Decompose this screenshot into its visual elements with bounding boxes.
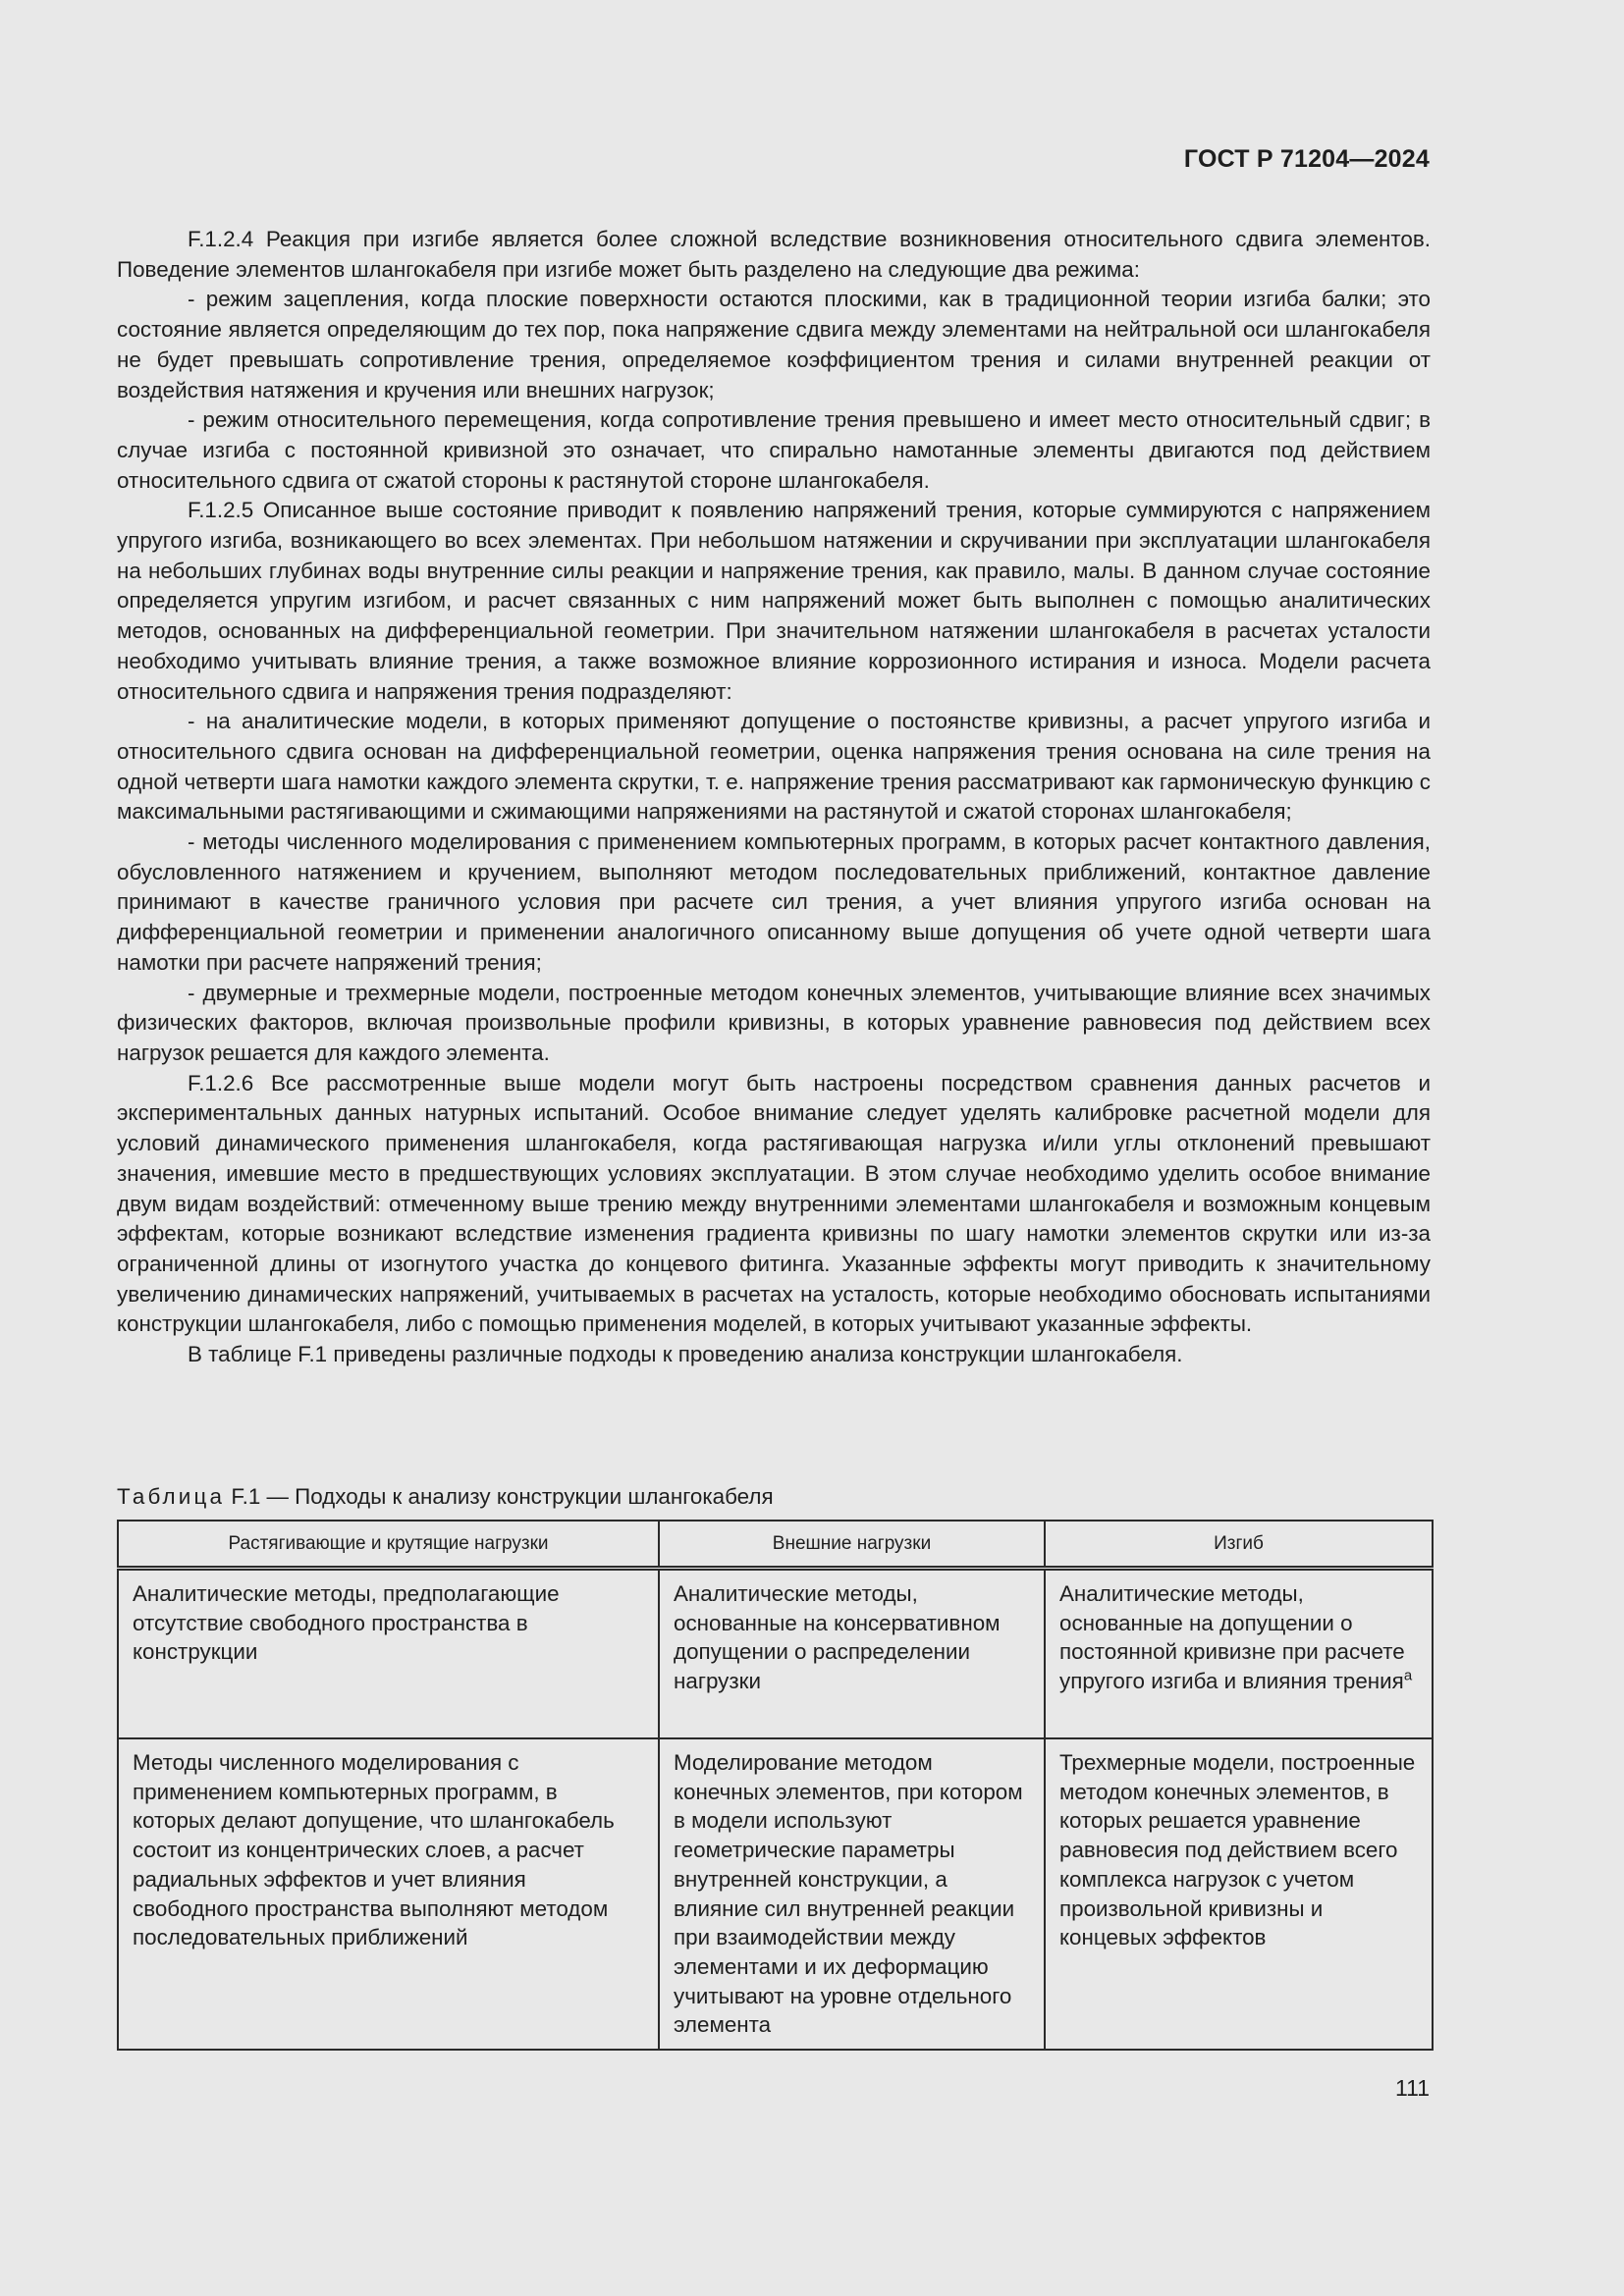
column-header-bending: Изгиб — [1045, 1521, 1433, 1569]
list-item: - режим зацепления, когда плоские поверхности остаются плоскими, как в традиционной теории изгиба балки; это состояние является определяющим до тех пор, пока напряжение сдвига между элементами на нейтральной оси шлангокабеля не будет превышать сопротивление трения, определяемое коэффициентом трения и силами внутренней реакции от воздействия натяжения и кручения или внешних нагрузок; — [117, 287, 1431, 402]
list-item: - режим относительного перемещения, когда сопротивление трения превышено и имеет место относительный сдвиг; в случае изгиба с постоянной кривизной это означает, что спирально намотанные элементы двигаются под действием относительного сдвига от сжатой стороны к растянутой стороне шлангокабеля. — [117, 407, 1431, 493]
document-standard-id: ГОСТ Р 71204—2024 — [1183, 145, 1430, 173]
table-cell: Аналитические методы, основанные на консервативном допущении о распределении нагрузки — [659, 1569, 1045, 1739]
footnote-marker: a — [1403, 1667, 1413, 1684]
paragraph-f-1-2-6: F.1.2.6 Все рассмотренные выше модели могут быть настроены посредством сравнения данных расчетов и экспериментальных данных натурных испытаний. Особое внимание следует уделять калибровке расчетной модели для условий динамического применения шлангокабеля, когда растягивающая нагрузка и/или углы отклонений превышают значения, имевшие место в предшествующих условиях эксплуатации. В этом случае необходимо уделить особое внимание двум видам воздействий: отмеченному выше трению между внутренними элементами шлангокабеля и возможным концевым эффектам, которые возникают вследствие изменения градиента кривизны по шагу намотки элементов скрутки или из-за ограниченной длины от изогнутого участка до концевого фитинга. Указанные эффекты могут приводить к значительному увеличению динамических напряжений, учитываемых в расчетах на усталость, которые необходимо обосновать испытаниями конструкции шлангокабеля, либо с помощью применения моделей, в которых учитывают указанные эффекты. — [117, 1070, 1431, 1337]
table-row — [118, 1569, 1433, 1739]
table-caption-label: Таблица — [117, 1484, 226, 1509]
paragraph-f-1-2-4: F.1.2.4 Реакция при изгибе является более сложной вследствие возникновения относительного сдвига элементов. Поведение элементов шлангокабеля при изгибе может быть разделено на следующие два режима: — [117, 227, 1431, 282]
page-number: 111 — [1395, 2075, 1430, 2101]
table-cell: Трехмерные модели, построенные методом конечных элементов, в которых решается уравнение равновесия под действием всего комплекса нагрузок с учетом произвольной кривизны и концевых эффектов — [1045, 1738, 1433, 2050]
table-cell: Моделирование методом конечных элементов, при котором в модели используют геометрические параметры внутренней конструкции, а влияние сил внутренней реакции при взаимодействии между элементами и их деформацию учитывают на уровне отдельного элемента — [659, 1738, 1045, 2050]
table-row — [118, 1738, 1433, 2050]
table-caption-title: — Подходы к анализу конструкции шлангокабеля — [260, 1484, 774, 1509]
table-cell: Аналитические методы, предполагающие отсутствие свободного пространства в конструкции — [118, 1569, 659, 1739]
paragraph-table-reference: В таблице F.1 приведены различные подходы к проведению анализа конструкции шлангокабеля. — [188, 1342, 1183, 1367]
column-header-tension-torsion: Растягивающие и крутящие нагрузки — [118, 1521, 659, 1569]
list-item: - на аналитические модели, в которых применяют допущение о постоянстве кривизны, а расчет упругого изгиба и относительного сдвига основан на дифференциальной геометрии, оценка напряжения трения основана на силе трения на одной четверти шага намотки каждого элемента скрутки, т. е. напряжение трения рассматривают как гармоническую функцию с максимальными растягивающими и сжимающими напряжениями на растянутой и сжатой сторонах шлангокабеля; — [117, 709, 1431, 825]
table-header-row — [118, 1521, 1433, 1569]
table-caption — [117, 1482, 774, 1512]
table-caption-number: F.1 — [225, 1484, 261, 1509]
list-item: - двумерные и трехмерные модели, построенные методом конечных элементов, учитывающие влияние всех значимых физических факторов, включая произвольные профили кривизны, в которых уравнение равновесия под действием всех нагрузок решается для каждого элемента. — [117, 980, 1431, 1065]
table-cell: Методы численного моделирования с применением компьютерных программ, в которых делают допущение, что шлангокабель состоит из концентрических слоев, а расчет радиальных эффектов и учет влияния свободного пространства выполняют методом последовательных приближений — [118, 1738, 659, 2050]
paragraph-f-1-2-5: F.1.2.5 Описанное выше состояние приводит к появлению напряжений трения, которые суммируются с напряжением упругого изгиба, возникающего во всех элементах. При небольшом натяжении и скручивании при эксплуатации шлангокабеля на небольших глубинах воды внутренние силы реакции и напряжение трения, как правило, малы. В данном случае состояние определяется упругим изгибом, и расчет связанных с ним напряжений может быть выполнен с помощью аналитических методов, основанных на дифференциальной геометрии. При значительном натяжении шлангокабеля в расчетах усталости необходимо учитывать влияние трения, а также возможное влияние коррозионного истирания и износа. Модели расчета относительного сдвига и напряжения трения подразделяют: — [117, 498, 1431, 704]
table-cell — [1045, 1569, 1433, 1739]
body-text — [117, 225, 1431, 1370]
list-item: - методы численного моделирования с применением компьютерных программ, в которых расчет контактного давления, обусловленного натяжением и кручением, выполняют методом последовательных приближений, контактное давление принимают в качестве граничного условия при расчете сил трения, а учет влияния упругого изгиба основан на дифференциальной геометрии и применении аналогичного описанному выше допущения об учете одной четверти шага намотки при расчете напряжений трения; — [117, 829, 1431, 975]
table-cell-text: Аналитические методы, основанные на допущении о постоянной кривизне при расчете упругого изгиба и влияния трения — [1059, 1581, 1405, 1694]
approaches-table — [117, 1520, 1434, 2051]
column-header-external-loads: Внешние нагрузки — [659, 1521, 1045, 1569]
